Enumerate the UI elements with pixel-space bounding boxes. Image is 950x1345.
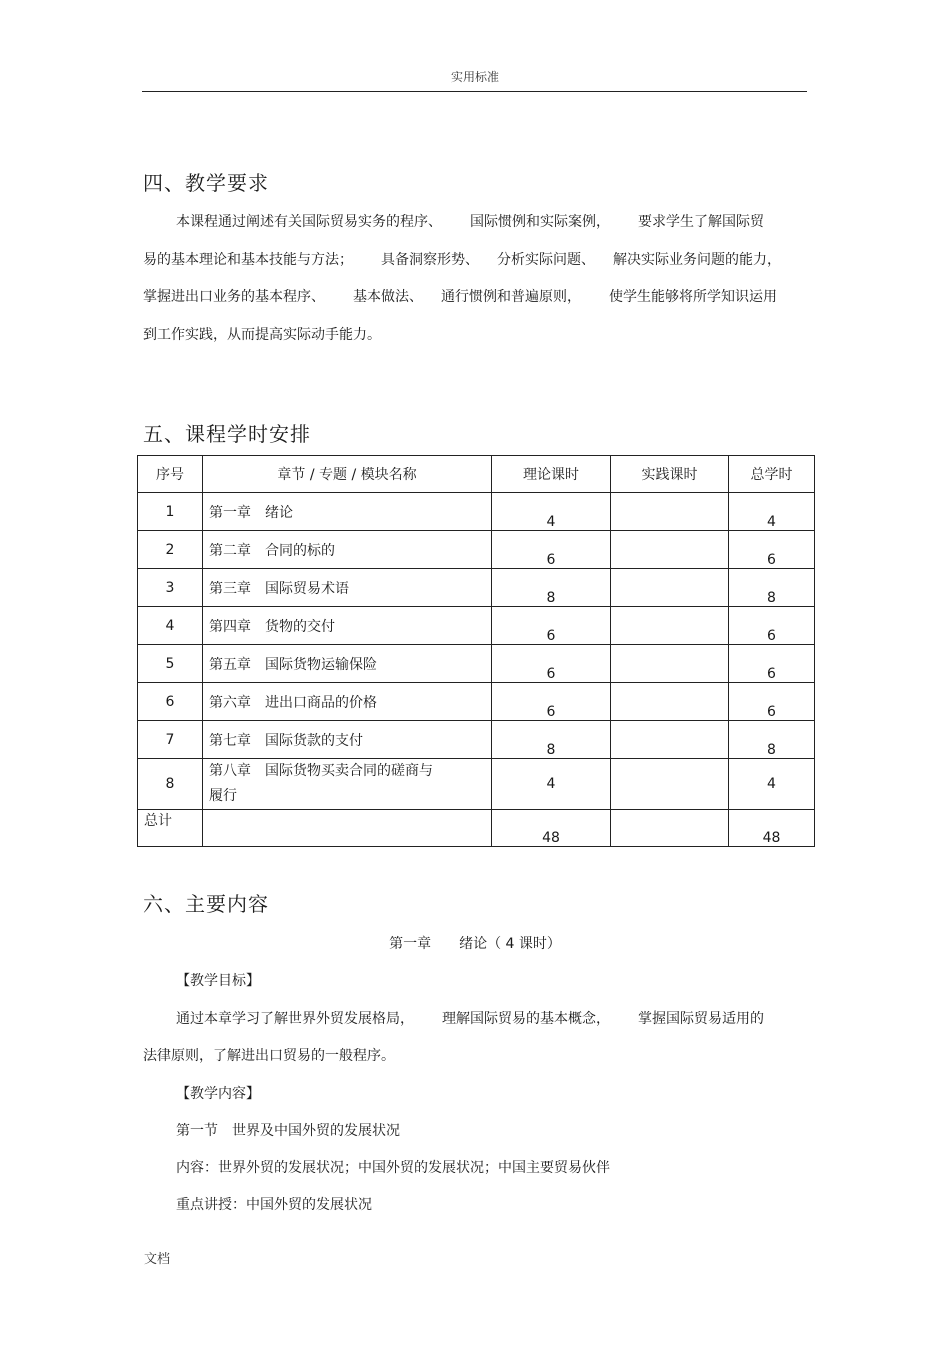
chapter-name: 进出口商品的价格 [265, 694, 377, 711]
row-practice-hours [611, 683, 729, 721]
row-total-hours: 6 [729, 645, 815, 683]
table-row [138, 569, 815, 607]
text-segment: 使学生能够将所学知识运用 [609, 289, 777, 305]
total-total-hours: 48 [729, 810, 815, 847]
content-label: 【教学内容】 [176, 1086, 260, 1102]
text-segment: 分析实际问题、 [497, 252, 595, 268]
chapter-number: 第七章 [209, 732, 251, 749]
chapter-number: 第五章 [209, 656, 251, 673]
requirements-paragraph-line-4: 到工作实践，从而提高实际动手能力。 [143, 327, 381, 343]
chapter-number: 第八章 [209, 763, 251, 779]
page-footer: 文档 [144, 1252, 171, 1267]
table-row [138, 531, 815, 569]
row-total-hours: 4 [729, 759, 815, 810]
row-chapter [203, 759, 492, 810]
column-header-total-hours: 总学时 [729, 456, 815, 493]
chapter-name: 绪论 [265, 504, 293, 521]
column-header-theory-hours: 理论课时 [492, 456, 611, 493]
chapter-title-name: 绪论（ 4 课时） [459, 936, 561, 952]
objective-label: 【教学目标】 [176, 973, 260, 989]
text-segment: 要求学生了解国际贸 [638, 214, 764, 230]
row-total-hours: 6 [729, 683, 815, 721]
row-number: 1 [138, 493, 203, 531]
row-chapter [203, 721, 492, 759]
row-chapter [203, 569, 492, 607]
chapter-name: 国际货款的支付 [265, 732, 363, 749]
content-line: 内容：世界外贸的发展状况；中国外贸的发展状况；中国主要贸易伙伴 [176, 1160, 610, 1176]
row-theory-hours: 6 [492, 531, 611, 569]
row-practice-hours [611, 531, 729, 569]
table-row [138, 683, 815, 721]
row-number: 5 [138, 645, 203, 683]
section-heading-schedule: 五、课程学时安排 [143, 422, 311, 446]
section-title: 第一节 世界及中国外贸的发展状况 [176, 1123, 400, 1139]
chapter-name: 货物的交付 [265, 618, 335, 635]
column-header-chapter: 章节 / 专题 / 模块名称 [203, 456, 492, 493]
objective-paragraph-line-1 [176, 1010, 764, 1028]
table-row [138, 493, 815, 531]
text-segment: 国际惯例和实际案例， [470, 214, 610, 230]
row-number: 7 [138, 721, 203, 759]
total-label: 总计 [138, 810, 203, 847]
table-row [138, 721, 815, 759]
row-practice-hours [611, 645, 729, 683]
chapter-name: 国际货物运输保险 [265, 656, 377, 673]
requirements-paragraph-line-1 [176, 213, 764, 231]
row-theory-hours: 8 [492, 569, 611, 607]
row-number: 3 [138, 569, 203, 607]
chapter-name-continued: 履行 [209, 788, 237, 804]
row-number: 6 [138, 683, 203, 721]
row-theory-hours: 6 [492, 645, 611, 683]
text-segment: 理解国际贸易的基本概念， [442, 1011, 610, 1027]
row-theory-hours: 4 [492, 493, 611, 531]
table-header-row [138, 456, 815, 493]
column-header-practice-hours: 实践课时 [611, 456, 729, 493]
text-segment: 本课程通过阐述有关国际贸易实务的程序、 [176, 214, 442, 230]
row-chapter [203, 607, 492, 645]
total-theory-hours: 48 [492, 810, 611, 847]
table-row [138, 645, 815, 683]
text-segment: 掌握国际贸易适用的 [638, 1011, 764, 1027]
chapter-number: 第六章 [209, 694, 251, 711]
chapter-name: 国际贸易术语 [265, 580, 349, 597]
text-segment: 基本做法、 [353, 289, 423, 305]
text-segment: 解决实际业务问题的能力， [613, 252, 781, 268]
focus-line: 重点讲授：中国外贸的发展状况 [176, 1197, 372, 1213]
chapter-number: 第四章 [209, 618, 251, 635]
column-header-number: 序号 [138, 456, 203, 493]
total-chapter [203, 810, 492, 847]
course-hours-table [137, 455, 815, 847]
row-number: 2 [138, 531, 203, 569]
section-heading-content: 六、主要内容 [143, 892, 269, 916]
chapter-name: 合同的标的 [265, 542, 335, 559]
objective-paragraph-line-2: 法律原则，了解进出口贸易的一般程序。 [143, 1048, 395, 1064]
requirements-paragraph-line-2 [143, 251, 781, 269]
chapter-name: 国际货物买卖合同的磋商与 [265, 763, 433, 779]
row-practice-hours [611, 721, 729, 759]
text-segment: 通过本章学习了解世界外贸发展格局， [176, 1011, 414, 1027]
chapter-title-prefix: 第一章 [389, 936, 432, 952]
table-row [138, 759, 815, 810]
row-total-hours: 6 [729, 531, 815, 569]
requirements-paragraph-line-3 [143, 288, 777, 306]
row-theory-hours: 4 [492, 759, 611, 810]
row-practice-hours [611, 759, 729, 810]
text-segment: 掌握进出口业务的基本程序、 [143, 289, 325, 305]
row-total-hours: 8 [729, 569, 815, 607]
row-theory-hours: 6 [492, 607, 611, 645]
text-segment: 具备洞察形势、 [381, 252, 479, 268]
row-number: 8 [138, 759, 203, 810]
chapter-title [0, 933, 950, 953]
header-divider [142, 91, 807, 92]
chapter-number: 第二章 [209, 542, 251, 559]
row-chapter [203, 645, 492, 683]
row-total-hours: 8 [729, 721, 815, 759]
row-chapter [203, 683, 492, 721]
chapter-number: 第一章 [209, 504, 251, 521]
row-number: 4 [138, 607, 203, 645]
row-practice-hours [611, 607, 729, 645]
row-total-hours: 6 [729, 607, 815, 645]
text-segment: 通行惯例和普遍原则， [441, 289, 581, 305]
page-header: 实用标准 [450, 70, 499, 84]
row-practice-hours [611, 569, 729, 607]
table-total-row [138, 810, 815, 847]
section-heading-requirements: 四、教学要求 [143, 171, 269, 195]
row-chapter [203, 493, 492, 531]
total-practice-hours [611, 810, 729, 847]
row-practice-hours [611, 493, 729, 531]
text-segment: 易的基本理论和基本技能与方法； [143, 252, 353, 268]
row-total-hours: 4 [729, 493, 815, 531]
table-row [138, 607, 815, 645]
row-theory-hours: 6 [492, 683, 611, 721]
chapter-number: 第三章 [209, 580, 251, 597]
row-chapter [203, 531, 492, 569]
row-theory-hours: 8 [492, 721, 611, 759]
